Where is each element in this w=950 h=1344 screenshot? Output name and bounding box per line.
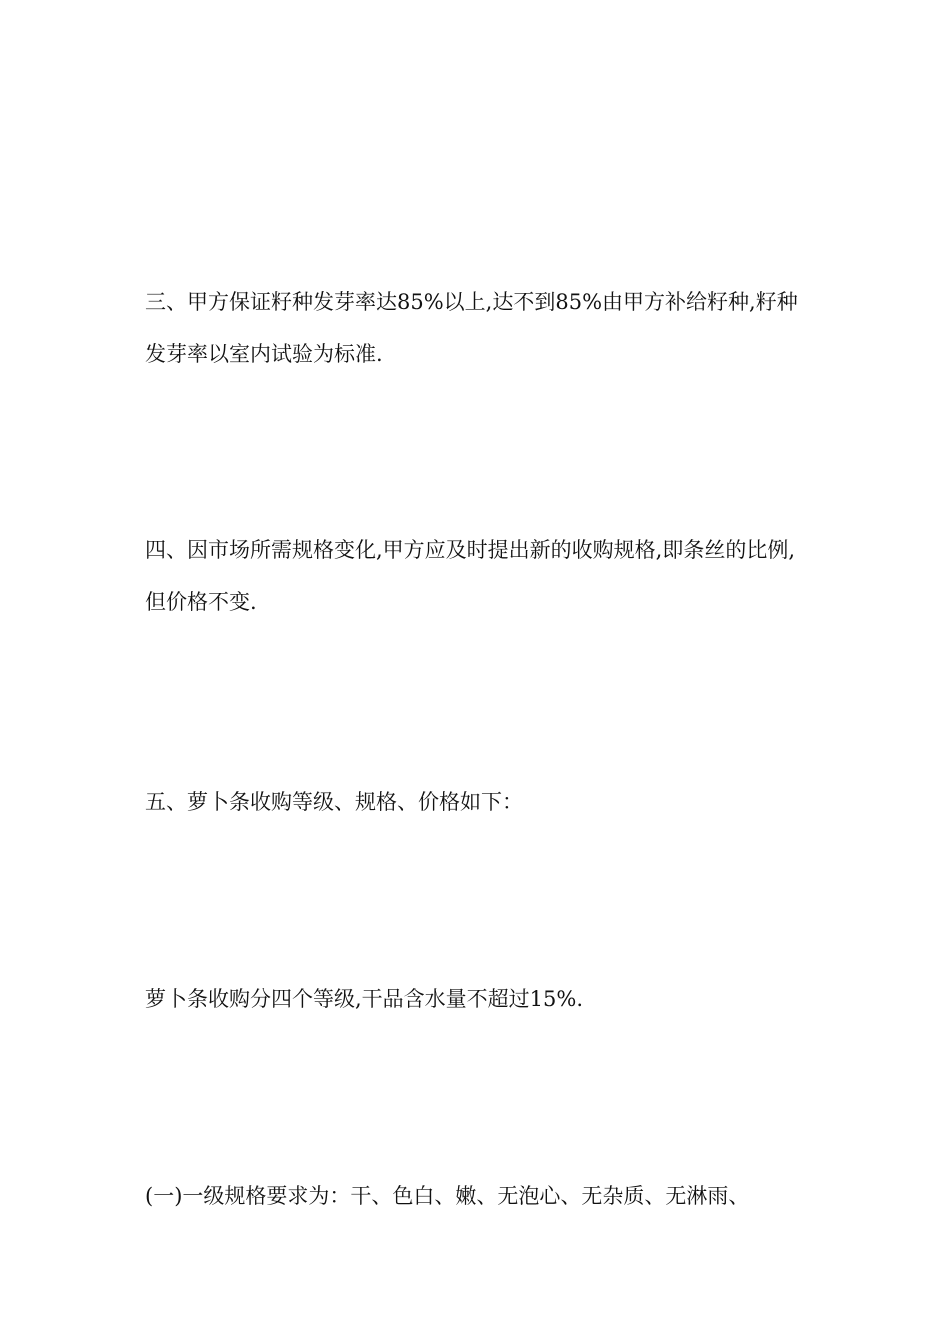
paragraph-clause-3: 三、甲方保证籽种发芽率达85%以上,达不到85%由甲方补给籽种,籽种发芽率以室内试验为标准. <box>145 290 798 366</box>
paragraph-clause-4: 四、因市场所需规格变化,甲方应及时提出新的收购规格,即条丝的比例,但价格不变. <box>145 538 796 614</box>
paragraph-grade-count: 萝卜条收购分四个等级,干品含水量不超过15%. <box>145 987 584 1011</box>
paragraph-grade-1-spec: (一)一级规格要求为：干、色白、嫩、无泡心、无杂质、无淋雨、 <box>145 1184 750 1208</box>
paragraph-clause-5: 五、萝卜条收购等级、规格、价格如下： <box>145 790 523 814</box>
